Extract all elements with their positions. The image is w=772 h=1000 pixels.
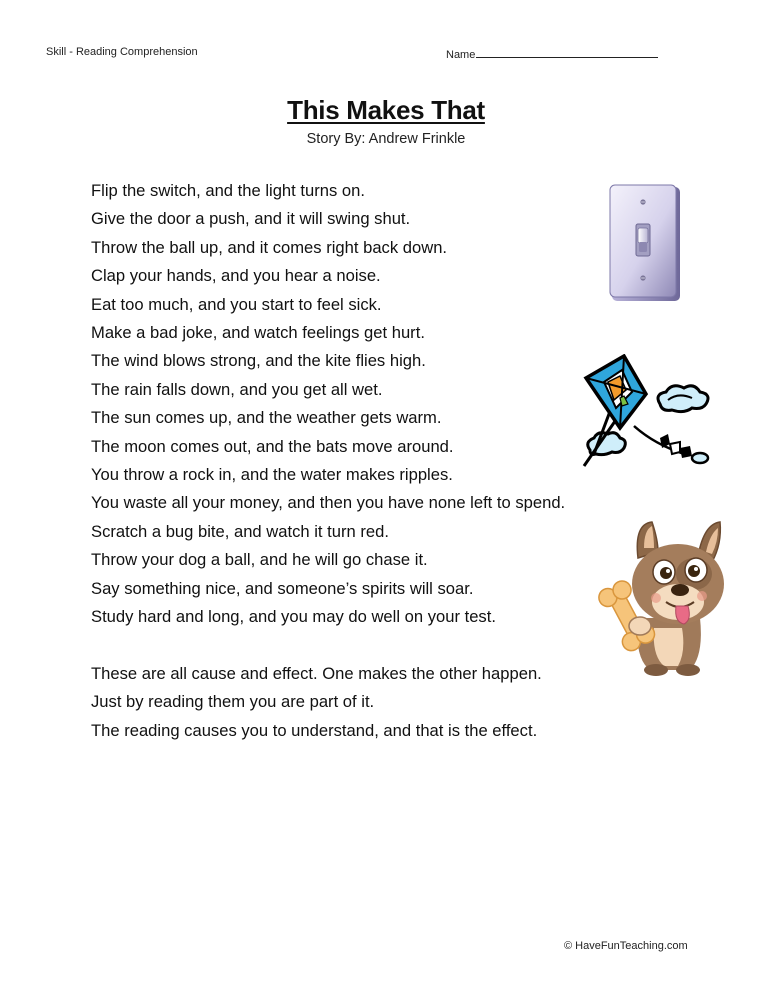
story-line: Throw the ball up, and it comes right back down. — [91, 237, 448, 257]
story-line: Scratch a bug bite, and watch it turn red. — [91, 521, 389, 541]
story-line: Eat too much, and you start to feel sick. — [91, 294, 382, 314]
kite-icon — [576, 354, 716, 470]
name-label: Name — [446, 49, 476, 61]
story-line: The wind blows strong, and the kite flies high. — [91, 351, 426, 371]
stanza-2 — [91, 660, 565, 745]
story-text — [91, 177, 565, 745]
stanza-1 — [91, 177, 565, 632]
story-line: Say something nice, and someone’s spirits will soar. — [91, 578, 474, 598]
story-line: Study hard and long, and you may do well on your test. — [91, 607, 496, 627]
copyright-footer: © HaveFunTeaching.com — [564, 940, 688, 952]
story-line: The sun comes up, and the weather gets warm. — [91, 408, 442, 428]
dog-with-bone-icon — [598, 518, 730, 678]
story-line: These are all cause and effect. One makes the other happen. — [91, 664, 542, 683]
story-line: Make a bad joke, and watch feelings get hurt. — [91, 323, 425, 343]
skill-label: Skill - Reading Comprehension — [46, 46, 198, 58]
story-line: The rain falls down, and you get all wet. — [91, 379, 383, 399]
light-switch-icon — [608, 184, 684, 304]
story-line: The moon comes out, and the bats move around. — [91, 436, 454, 456]
story-line: The reading causes you to understand, and that is the effect. — [91, 720, 538, 740]
page-title: This Makes That — [287, 95, 485, 125]
story-line: Clap your hands, and you hear a noise. — [91, 266, 381, 286]
byline: Story By: Andrew Frinkle — [306, 131, 466, 147]
name-field — [446, 46, 658, 61]
story-line: You throw a rock in, and the water makes ripples. — [91, 465, 453, 485]
story-line: Give the door a push, and it will swing shut. — [91, 209, 411, 229]
story-line: Flip the switch, and the light turns on. — [91, 181, 365, 200]
story-line: You waste all your money, and then you have none left to spend. — [91, 493, 566, 513]
story-line: Just by reading them you are part of it. — [91, 692, 375, 712]
name-blank-line — [476, 46, 658, 58]
story-line: Throw your dog a ball, and he will go chase it. — [91, 550, 428, 570]
